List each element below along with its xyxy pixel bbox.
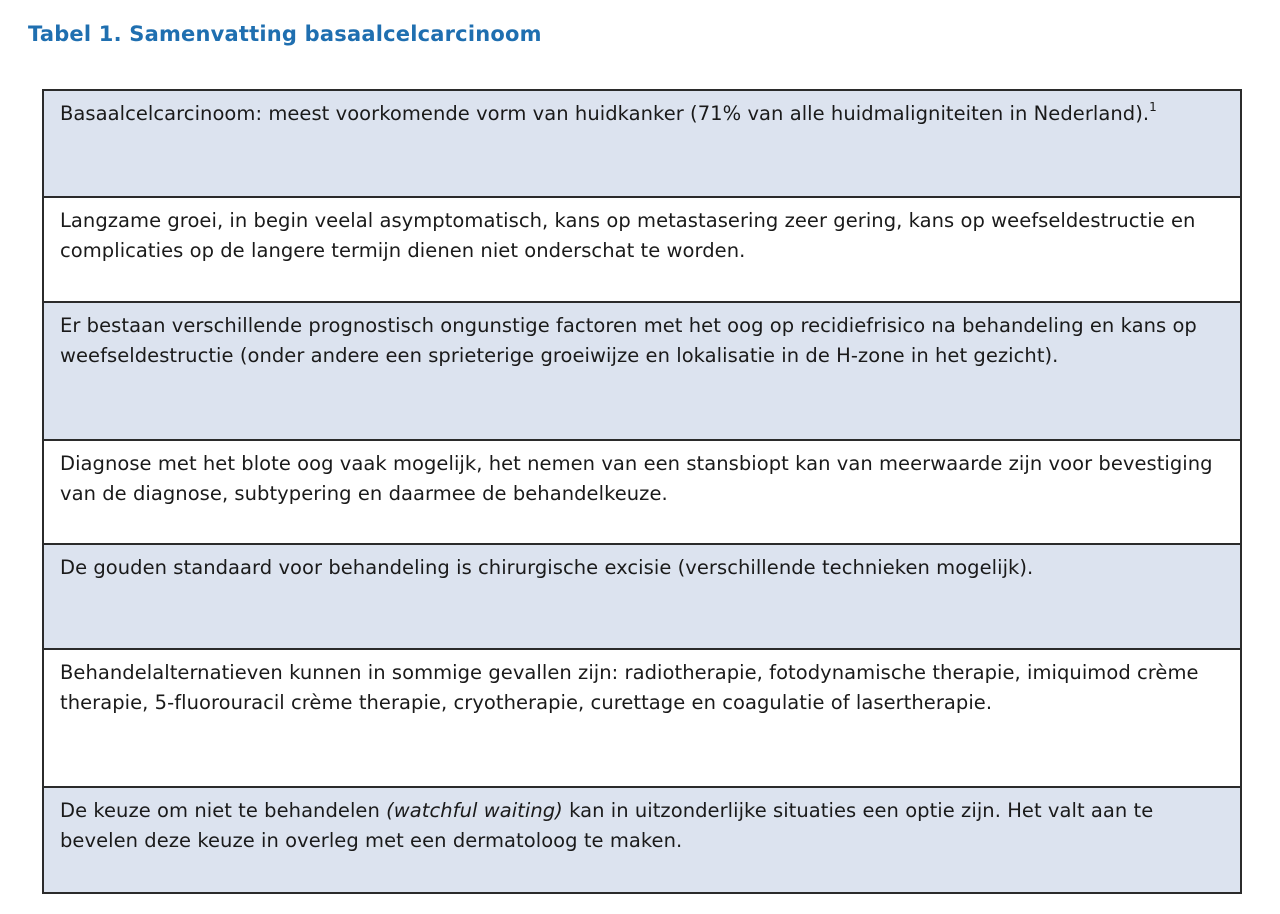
- row-text: Diagnose met het blote oog vaak mogelijk, het nemen van een stansbiopt kan van meerwaarde zijn voor bevestiging van de diagnose, subtypering en daarmee de behandelkeuze.: [60, 452, 1213, 505]
- table-row: [44, 198, 1240, 303]
- table-row: [44, 788, 1240, 892]
- row-text-after: kan in uitzonderlijke situaties een optie zijn. Het valt aan te bevelen deze keuze in overleg met een dermatoloog te maken.: [60, 799, 1154, 852]
- table-row: [44, 545, 1240, 650]
- table-row: [44, 441, 1240, 545]
- row-text: Behandelalternatieven kunnen in sommige gevallen zijn: radiotherapie, fotodynamische therapie, imiquimod crème therapie, 5-fluorouracil crème therapie, cryotherapie, curettage en coagulatie of lasertherapie.: [60, 661, 1199, 714]
- row-text: Langzame groei, in begin veelal asymptomatisch, kans op metastasering zeer gering, kans op weefseldestructie en complicaties op de langere termijn dienen niet onderschat te worden.: [60, 209, 1196, 262]
- row-text-before: De keuze om niet te behandelen: [60, 799, 387, 822]
- table-row: [44, 303, 1240, 441]
- row-text: Basaalcelcarcinoom: meest voorkomende vorm van huidkanker (71% van alle huidmaligniteiten in Nederland).: [60, 102, 1150, 125]
- row-text-italic: (watchful waiting): [386, 799, 563, 822]
- row-text: Er bestaan verschillende prognostisch ongunstige factoren met het oog op recidiefrisico na behandeling en kans op weefseldestructie (onder andere een sprieterige groeiwijze en lokalisatie in de H-zone in het gezicht).: [60, 314, 1197, 367]
- summary-table: [42, 89, 1242, 894]
- row-text: De gouden standaard voor behandeling is chirurgische excisie (verschillende technieken mogelijk).: [60, 556, 1034, 579]
- table-row: [44, 91, 1240, 198]
- table-title: Tabel 1. Samenvatting basaalcelcarcinoom: [28, 22, 542, 46]
- table-row: [44, 650, 1240, 788]
- footnote-marker: 1: [1149, 99, 1157, 114]
